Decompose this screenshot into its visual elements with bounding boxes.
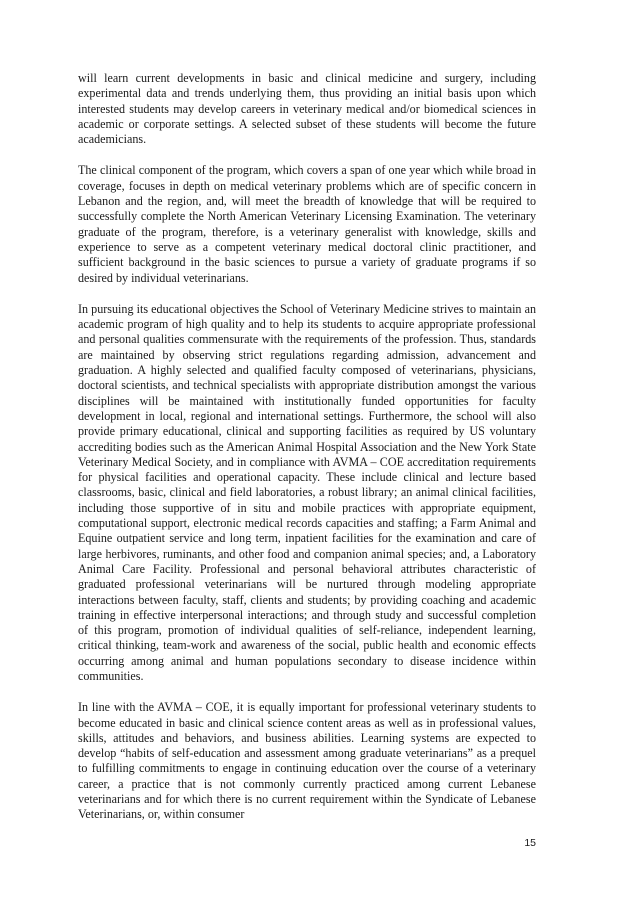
paragraph-3: In pursuing its educational objectives the School of Veterinary Medicine strives to maintain an academic program of high quality and to help its students to acquire appropriate professional and personal qualities commensurate with the requirements of the profession. Thus, standards are maintained by observing strict regulations regarding admission, advancement and graduation. A highly selected and qualified faculty composed of veterinarians, physicians, doctoral scientists, and technical specialists with appropriate distribution amongst the various disciplines will be maintained with institutionally funded opportunities for faculty development in local, regional and international settings. Furthermore, the school will also provide primary educational, clinical and supporting facilities as required by US voluntary accrediting bodies such as the American Animal Hospital Association and the New York State Veterinary Medical Society, and in compliance with AVMA – COE accreditation requirements for physical facilities and operational capacity. These include clinical and lecture based classrooms, basic, clinical and field laboratories, a robust library; an animal clinical facilities, including those supportive of in situ and mobile practices with appropriate equipment, computational support, electronic medical records capacities and staffing; a Farm Animal and Equine outpatient service and long term, inpatient facilities for the examination and care of large herbivores, ruminants, and other food and companion animal species; and, a Laboratory Animal Care Facility. Professional and personal behavioral attributes characteristic of graduated professional veterinarians will be nurtured through modeling appropriate interactions between faculty, staff, clients and students; by providing coaching and academic training in effective interpersonal interactions; and through study and successful completion of this program, promotion of individual qualities of self-reliance, independent learning, critical thinking, team-work and awareness of the social, public health and economic effects occurring among animal and human populations secondary to disease incidence within communities. xyxy=(78,301,536,683)
paragraph-4: In line with the AVMA – COE, it is equally important for professional veterinary students to become educated in basic and clinical science content areas as well as in professional values, skills, attitudes and behaviors, and business abilities. Learning systems are expected to develop “habits of self-education and assessment among graduate veterinarians” as a prequel to fulfilling commitments to engage in continuing education over the course of a veterinary career, a practice that is not commonly currently practiced among current Lebanese veterinarians and for which there is no current requirement within the Syndicate of Lebanese Veterinarians, or, within consumer xyxy=(78,700,536,822)
body-text xyxy=(78,71,536,839)
paragraph-1: will learn current developments in basic and clinical medicine and surgery, including experimental data and trends underlying them, thus providing an initial basis upon which interested students may develop careers in veterinary medical and/or biomedical sciences in academic or corporate settings. A selected subset of these students will become the future academicians. xyxy=(78,71,536,147)
page-number: 15 xyxy=(524,837,536,849)
paragraph-2: The clinical component of the program, which covers a span of one year which while broad in coverage, focuses in depth on medical veterinary problems which are of specific concern in Lebanon and the region, and, will meet the breadth of knowledge that will be required to successfully complete the North American Veterinary Licensing Examination. The veterinary graduate of the program, therefore, is a veterinary generalist with knowledge, skills and experience to serve as a competent veterinary medical doctoral clinic practitioner, and sufficient background in the basic sciences to pursue a variety of graduate programs if so desired by individual veterinarians. xyxy=(78,163,536,285)
